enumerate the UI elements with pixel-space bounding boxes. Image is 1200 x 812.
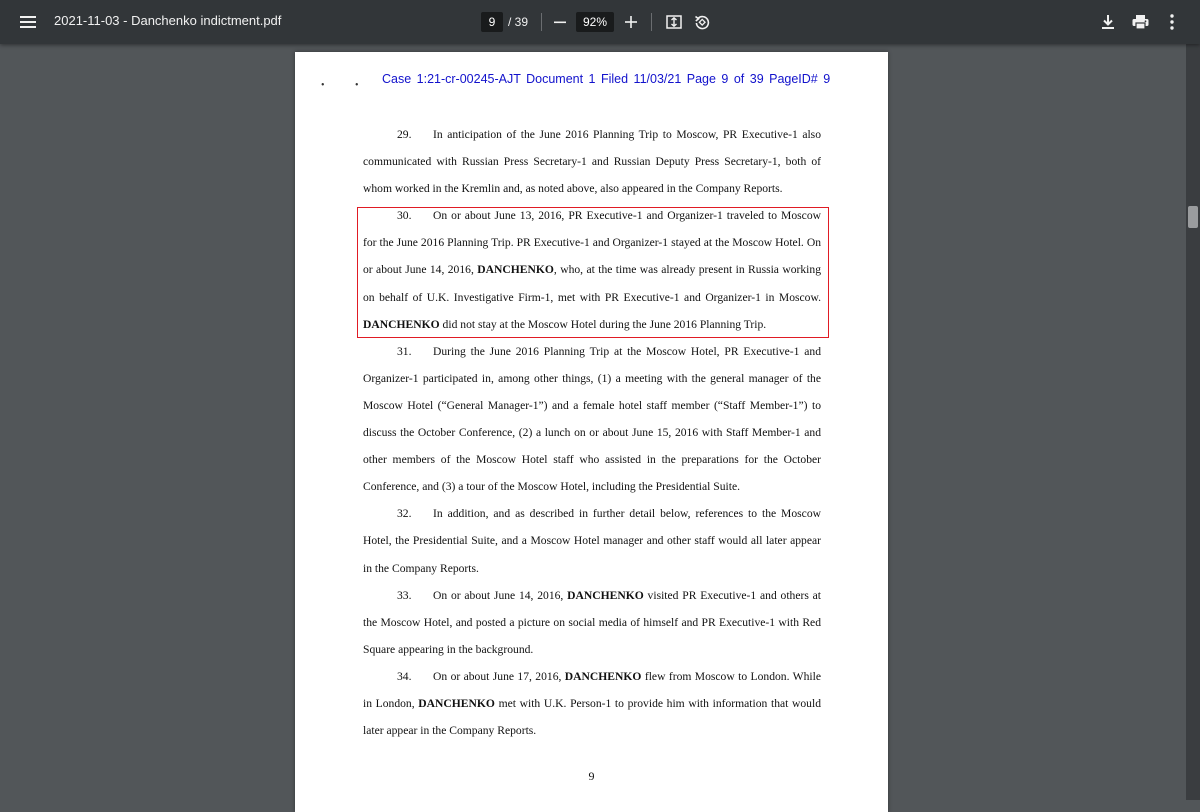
highlight-annotation [357,207,829,338]
minus-icon [554,16,566,28]
more-vertical-icon [1170,14,1174,30]
print-button[interactable] [1130,12,1150,32]
menu-button[interactable] [18,12,38,32]
zoom-out-button[interactable] [551,12,569,32]
case-header: Case 1:21-cr-00245-AJT Document 1 Filed 11/03/21 Page 9 of 39 PageID# 9 [382,72,831,86]
paragraph-text: In addition, and as described in further detail below, references to the Moscow Hotel, the Presidential Suite, and a Moscow Hotel manager and other staff would all later appear in the Company Reports. [363,507,821,575]
paragraph-text: flew from Moscow to London. While in London, [363,669,821,710]
paragraph-text: On or about June 13, 2016, PR Executive-1 and Organizer-1 traveled to Moscow for the June 2016 Planning Trip. PR Executive-1 and Organizer-1 stayed at the Moscow Hotel. On or about June 14, 2016, [363,209,821,277]
zoom-level-input[interactable]: 92% [576,12,614,32]
zoom-in-button[interactable] [621,12,641,32]
paragraph-text: On or about June 17, 2016, [433,669,565,683]
paragraph-text: did not stay at the Moscow Hotel during the June 2016 Planning Trip. [439,317,767,331]
bold-name: DANCHENKO [363,317,440,331]
paragraph [363,663,821,744]
paragraph-number: 30. [397,209,412,223]
plus-icon [625,16,637,28]
rotate-button[interactable] [692,12,712,32]
vertical-scrollbar[interactable] [1186,44,1200,800]
bold-name: DANCHENKO [477,263,554,277]
bold-name: DANCHENKO [418,696,495,710]
paragraph [363,500,821,581]
download-button[interactable] [1098,12,1118,32]
paragraph [363,121,821,202]
paragraph-number: 31. [397,344,412,358]
scrollbar-thumb[interactable] [1188,206,1198,228]
paragraph-number: 29. [397,128,412,141]
page-number-input[interactable]: 9 [481,12,503,32]
pdf-toolbar [0,0,1200,44]
download-icon [1101,14,1115,30]
pdf-page [295,52,888,812]
paragraph [363,582,821,663]
paragraph-text: visited PR Executive-1 and others at the Moscow Hotel, and posted a picture on social media of himself and PR Executive-1 with Red Square appearing in the background. [363,588,821,656]
print-icon [1132,14,1149,30]
paragraph-text: , who, at the time was already present in Russia working on behalf of U.K. Investigative Firm-1, met with PR Executive-1 and Organizer-1 in Moscow. [363,263,821,304]
toolbar-divider [651,13,652,31]
paragraph-text: On or about June 14, 2016, [433,588,568,602]
paragraph-text: During the June 2016 Planning Trip at the Moscow Hotel, PR Executive-1 and Organizer-1 participated in, among other things, (1) a meeting with the general manager of the Moscow Hotel (“General Manager-1”) and a female hotel staff member (“Staff Member-1”) to discuss the October Conference, (2) a lunch on or about June 15, 2016 with Staff Member-1 and other members of the Moscow Hotel staff who assisted in the preparations for the October Conference, and (3) a tour of the Moscow Hotel, including the Presidential Suite. [363,344,821,494]
more-options-button[interactable] [1162,12,1182,32]
paragraph-number: 33. [397,588,412,602]
rotate-counterclockwise-icon [694,14,710,30]
paragraph-number: 34. [397,669,412,683]
paragraph [363,338,821,501]
page-total-label: / 39 [508,15,529,29]
page-footer-number: 9 [588,769,595,783]
fit-to-page-icon [666,14,682,30]
hamburger-menu-icon [20,15,36,29]
scan-mark: • [355,80,359,91]
paragraph-text: In anticipation of the June 2016 Planning Trip to Moscow, PR Executive-1 also communicated with Russian Press Secretary-1 and Russian Deputy Press Secretary-1, both of whom worked in the Kremlin and, as noted above, also appeared in the Company Reports. [363,128,821,196]
fit-to-page-button[interactable] [664,12,684,32]
paragraph-text: met with U.K. Person-1 to provide him with information that would later appear in the Company Reports. [363,696,822,738]
toolbar-divider [541,13,542,31]
paragraph-number: 32. [397,507,412,521]
document-title: 2021-11-03 - Danchenko indictment.pdf [54,13,282,28]
scan-mark: • [321,80,325,91]
document-viewer[interactable] [0,44,1200,800]
bold-name: DANCHENKO [564,669,642,683]
bold-name: DANCHENKO [567,588,644,602]
